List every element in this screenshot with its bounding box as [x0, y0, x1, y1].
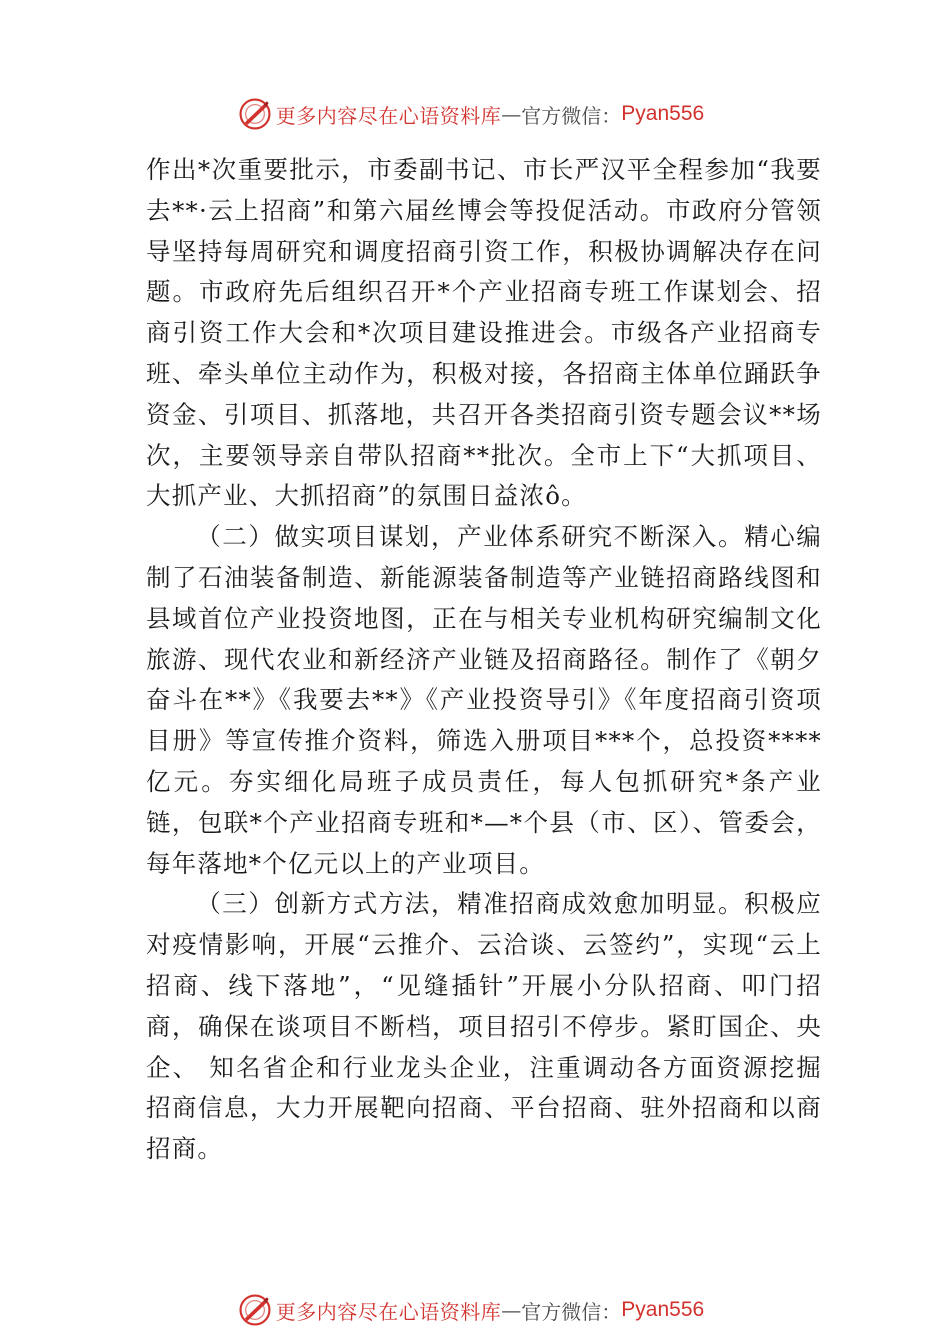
document-body: [146, 150, 822, 1170]
paragraph-1: 作出*次重要批示，市委副书记、市长严汉平全程参加“我要去**·云上招商”和第六届丝博会等投促活动。市政府分管领导坚持每周研究和调度招商引资工作，积极协调解决存在问题。市政府先后组织召开*个产业招商专班工作谋划会、招商引资工作大会和*次项目建设推进会。市级各产业招商专班、牵头单位主动作为，积极对接，各招商主体单位踊跃争资金、引项目、抓落地，共召开各类招商引资专题会议**场次，主要领导亲自带队招商**批次。全市上下“大抓项目、 大抓产业、大抓招商”的氛围日益浓ô。: [146, 155, 822, 511]
watermark-dash: —: [501, 1298, 522, 1322]
watermark-logo-icon: [238, 1293, 272, 1327]
paragraph-2: （二）做实项目谋划，产业体系研究不断深入。精心编制了石油装备制造、新能源装备制造等产业链招商路线图和县域首位产业投资地图，正在与相关专业机构研究编制文化旅游、现代农业和新经济产业链及招商路径。制作了《朝夕奋斗在**》《我要去**》《产业投资导引》《年度招商引资项目册》等宣传推介资料，筛选入册项目***个，总投资****亿元。夯实细化局班子成员责任，每人包抓研究*条产业链，包联*个产业招商专班和*—*个县（市、区）、管委会，每年落地*个亿元以上的产业项目。: [146, 522, 822, 878]
watermark-account-id: Pyan556: [621, 102, 705, 125]
watermark-logo-icon: [238, 97, 272, 131]
watermark-library-text: 更多内容尽在心语资料库: [275, 1299, 502, 1324]
paragraph-3: （三）创新方式方法，精准招商成效愈加明显。积极应对疫情影响，开展“云推介、云洽谈、云签约”，实现“云上招商、线下落地”，“见缝插针”开展小分队招商、叩门招商，确保在谈项目不断档，项目招引不停步。紧盯国企、央企、 知名省企和行业龙头企业，注重调动各方面资源挖掘招商信息，大力开展靶向招商、平台招商、驻外招商和以商招商。: [146, 889, 822, 1164]
watermark-wechat-label: 官方微信：: [521, 103, 622, 128]
footer-watermark: [0, 1290, 950, 1330]
watermark-wechat-label: 官方微信：: [521, 1299, 622, 1324]
watermark-library-text: 更多内容尽在心语资料库: [275, 103, 502, 128]
watermark-account-id: Pyan556: [621, 1298, 705, 1321]
header-watermark: [0, 94, 950, 134]
watermark-dash: —: [501, 102, 522, 126]
